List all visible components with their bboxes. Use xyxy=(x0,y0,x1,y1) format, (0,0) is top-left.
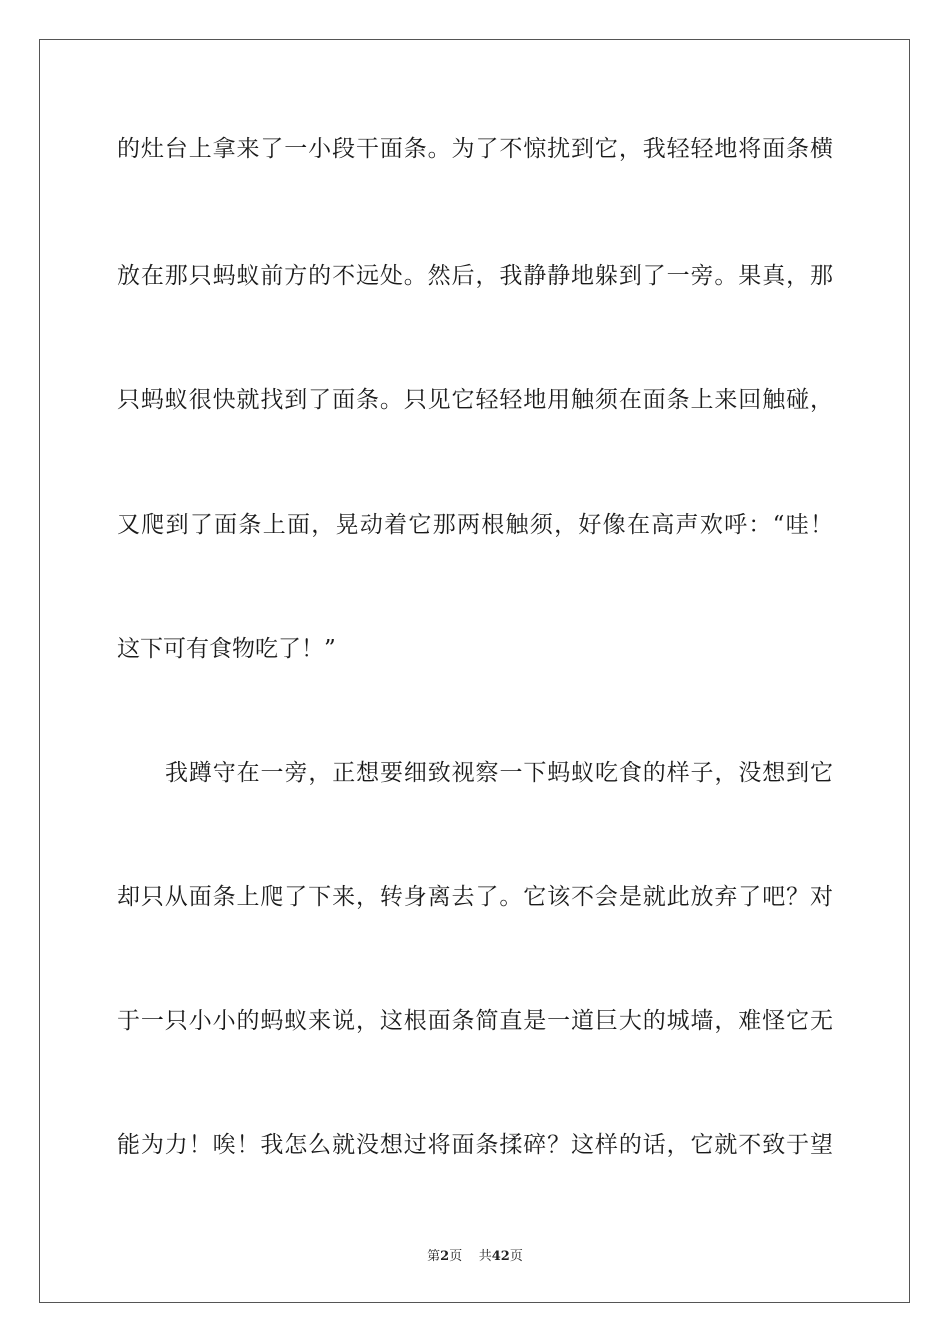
page-suffix: 页 xyxy=(449,1249,463,1264)
paragraph-first-line: 我蹲守在一旁，正想要细致视察一下蚂蚁吃食的样子，没想到它 xyxy=(165,760,833,786)
page-border xyxy=(39,39,910,1303)
text-line: 能为力！唉！我怎么就没想过将面条揉碎？这样的话，它就不致于望 xyxy=(117,1132,833,1158)
total-prefix: 共 xyxy=(478,1249,492,1264)
total-suffix: 页 xyxy=(509,1249,523,1264)
text-line: 于一只小小的蚂蚁来说，这根面条简直是一道巨大的城墙，难怪它无 xyxy=(117,1008,833,1034)
text-line: 只蚂蚁很快就找到了面条。只见它轻轻地用触须在面条上来回触碰， xyxy=(117,387,833,413)
page-footer xyxy=(0,1248,950,1266)
text-line: 放在那只蚂蚁前方的不远处。然后，我静静地躲到了一旁。果真，那 xyxy=(117,263,833,289)
page-number: 2 xyxy=(440,1249,450,1264)
text-line: 又爬到了面条上面，晃动着它那两根触须，好像在高声欢呼：“哇！ xyxy=(117,512,833,538)
total-pages: 42 xyxy=(491,1249,510,1264)
text-line: 却只从面条上爬了下来，转身离去了。它该不会是就此放弃了吧？对 xyxy=(117,884,833,910)
page-prefix: 第 xyxy=(427,1249,441,1264)
text-line: 这下可有食物吃了！” xyxy=(117,636,336,662)
text-line: 的灶台上拿来了一小段干面条。为了不惊扰到它，我轻轻地将面条横 xyxy=(117,136,833,162)
